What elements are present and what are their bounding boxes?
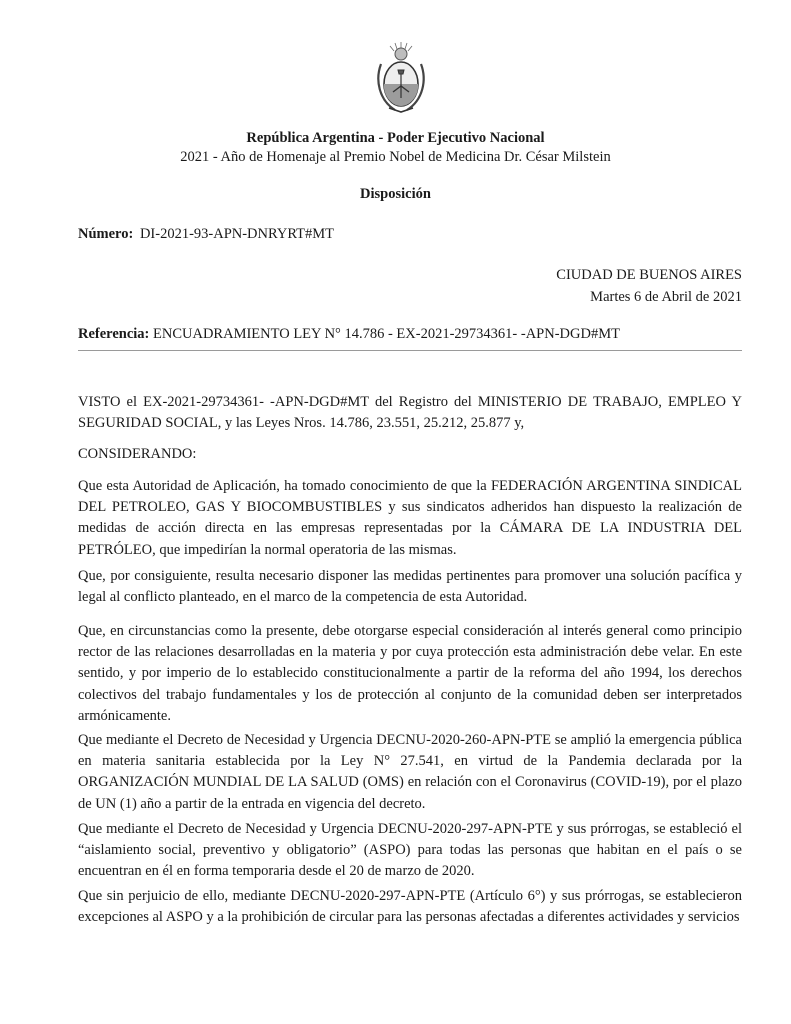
visto-paragraph: VISTO el EX-2021-29734361- -APN-DGD#MT del Registro del MINISTERIO DE TRABAJO, EMPLEO Y SEGURIDAD SOCIAL, y las Leyes Nros. 14.786, 23.551, 25.212, 25.877 y, [78, 394, 742, 432]
referencia-label: Referencia: [78, 326, 150, 342]
header-title: República Argentina - Poder Ejecutivo Nacional [246, 130, 545, 146]
paragraph-6: Que sin perjuicio de ello, mediante DECNU-2020-297-APN-PTE (Artículo 6°) y sus prórrogas, se establecieron excepciones al ASPO y a la prohibición de circular para las personas afectadas a diferentes actividades y servicios [78, 888, 742, 926]
considerando-heading: CONSIDERANDO: [78, 446, 197, 462]
numero-label: Número: [78, 226, 134, 242]
date-line: Martes 6 de Abril de 2021 [590, 289, 742, 305]
numero-value: DI-2021-93-APN-DNRYRT#MT [139, 226, 335, 242]
doc-type-heading: Disposición [360, 186, 431, 202]
paragraph-4: Que mediante el Decreto de Necesidad y Urgencia DECNU-2020-260-APN-PTE se amplió la emergencia pública en materia sanitaria establecida por la Ley N° 27.541, en virtud de la Pandemia declarada por la ORGANIZACIÓN MUNDIAL DE LA SALUD (OMS) en relación con el Coronavirus (COVID-19), por el plazo de UN (1) año a partir de la entrada en vigencia del decreto. [78, 732, 742, 812]
numero-line [78, 225, 334, 244]
escudo-nacional-icon [373, 40, 429, 116]
paragraph-5: Que mediante el Decreto de Necesidad y Urgencia DECNU-2020-297-APN-PTE y sus prórrogas, se estableció el “aislamiento social, preventivo y obligatorio” (ASPO) para todas las personas que habitan en el país o se encuentran en él en forma temporaria desde el 20 de marzo de 2020. [78, 821, 742, 880]
referencia-value: ENCUADRAMIENTO LEY N° 14.786 - EX-2021-29734361- -APN-DGD#MT [153, 326, 620, 342]
paragraph-3: Que, en circunstancias como la presente, debe otorgarse especial consideración al interés general como principio rector de las relaciones desarrolladas en la materia y por cuya protección esta administración debe velar. En este sentido, y por imperio de lo establecido constitucionalmente a partir de la reforma del año 1994, los derechos colectivos del trabajo fundamentales y los de protección al conjunto de la comunidad deben ser interpretados armónicamente. [78, 623, 742, 724]
separator-rule [78, 350, 742, 351]
header-subtitle: 2021 - Año de Homenaje al Premio Nobel de Medicina Dr. César Milstein [180, 149, 611, 165]
paragraph-1: Que esta Autoridad de Aplicación, ha tomado conocimiento de que la FEDERACIÓN ARGENTINA SINDICAL DEL PETROLEO, GAS Y BIOCOMBUSTIBLES y sus sindicatos adheridos han dispuesto la realización de medidas de acción directa en las empresas representadas por la CÁMARA DE LA INDUSTRIA DEL PETRÓLEO, que impedirían la normal operatoria de las mismas. [78, 478, 742, 558]
referencia-line [78, 325, 620, 344]
paragraph-2: Que, por consiguiente, resulta necesario disponer las medidas pertinentes para promover una solución pacífica y legal al conflicto planteado, en el marco de la competencia de esta Autoridad. [78, 568, 742, 606]
city-line: CIUDAD DE BUENOS AIRES [556, 267, 742, 283]
